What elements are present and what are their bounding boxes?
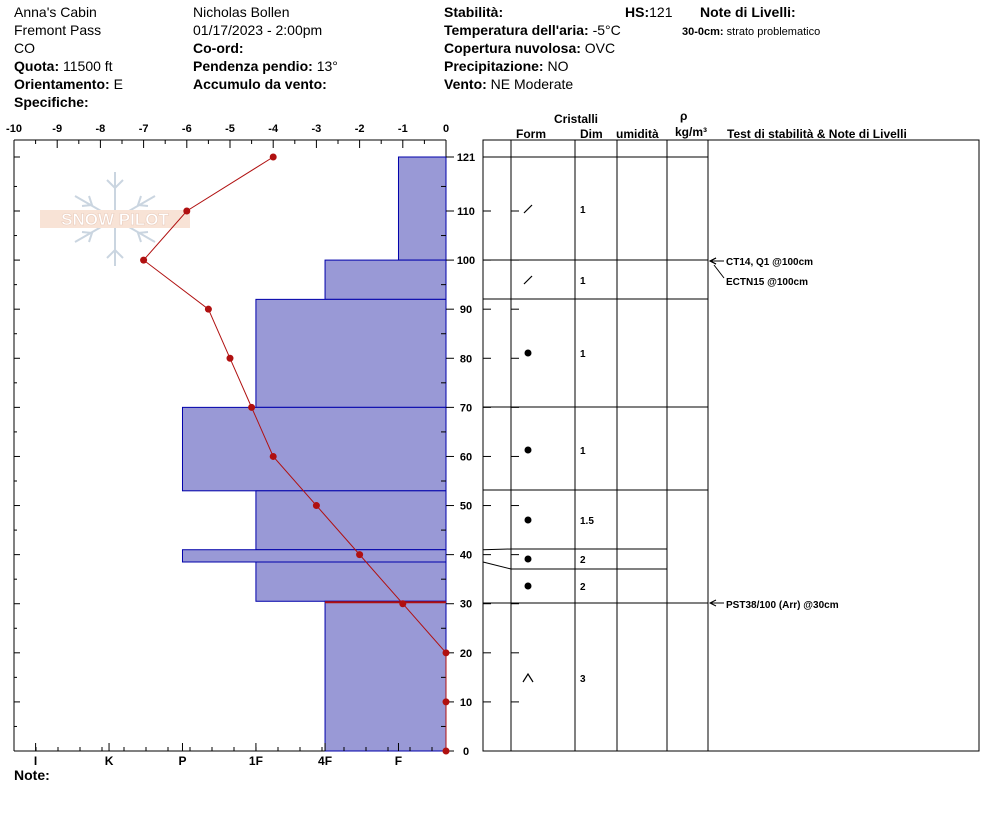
temperature-point (399, 600, 406, 607)
temperature-point (270, 154, 277, 161)
state: CO (14, 40, 35, 56)
hardness-tick-label: I (33, 754, 38, 768)
rounded-grain-icon (525, 350, 532, 357)
layer-connector (483, 549, 511, 550)
rounded-grain-icon (525, 447, 532, 454)
depth-tick-label: 0 (462, 746, 470, 758)
location: Anna's Cabin (14, 4, 97, 20)
hardness-bar (256, 491, 446, 550)
temperature-point (313, 502, 320, 509)
grain-size-label: 3 (580, 674, 586, 685)
snowpilot-watermark (40, 172, 190, 266)
stability-test-label: CT14, Q1 @100cm (726, 257, 814, 268)
temp-tick-label: -9 (52, 123, 63, 135)
hs-value: 121 (649, 4, 673, 20)
temperature-point (443, 649, 450, 656)
decomposed-fragment-icon (524, 205, 532, 213)
temperature-point (356, 551, 363, 558)
precip-value: NO (547, 58, 569, 74)
temp-value: -5°C (592, 22, 621, 38)
temp-tick-label: -5 (225, 123, 235, 135)
dim-header: Dim (580, 127, 603, 141)
hardness-bar (325, 601, 446, 751)
depth-tick-label: 80 (459, 353, 473, 366)
temperature-point (140, 257, 147, 264)
copertura-label: Copertura nuvolosa: (444, 40, 581, 56)
depth-tick-label: 90 (459, 304, 473, 317)
depth-tick-label: 70 (459, 402, 473, 415)
precip-label: Precipitazione: (444, 58, 544, 74)
cristalli-header: Cristalli (554, 112, 599, 126)
note-livelli-text: strato problematico (726, 26, 821, 38)
depth-tick-label: 40 (459, 549, 473, 562)
quota-value: 11500 ft (63, 58, 113, 74)
temp-tick-label: -8 (95, 123, 106, 135)
orientamento-value: E (113, 76, 123, 92)
temp-label: Temperatura dell'aria: (444, 22, 589, 38)
depth-tick-label: 110 (457, 206, 475, 218)
orientamento-label: Orientamento: (14, 76, 110, 92)
temp-tick-label: -3 (311, 123, 322, 135)
depth-tick-label: 121 (456, 152, 476, 164)
table-frame (483, 140, 979, 751)
datetime: 01/17/2023 - 2:00pm (193, 22, 323, 38)
temperature-point (205, 306, 212, 313)
pendenza-value: 13° (316, 58, 338, 74)
temperature-point (443, 698, 450, 705)
hardness-tick-label: K (104, 754, 114, 768)
hardness-tick-label: 4F (318, 754, 333, 768)
note-livelli-depth: 30-0cm: (682, 26, 724, 38)
temperature-point (443, 748, 450, 755)
vento-label: Vento: (444, 76, 487, 92)
hardness-bar (182, 550, 446, 562)
umidita-header: umidità (616, 127, 659, 141)
temperature-point (183, 208, 190, 215)
temp-tick-label: -1 (397, 123, 408, 135)
temperature-point (270, 453, 277, 460)
rounded-grain-icon (525, 517, 532, 524)
temp-tick-label: -4 (268, 123, 279, 135)
vento-value: NE Moderate (490, 76, 574, 92)
layer-table (483, 140, 979, 751)
depth-tick-label: 100 (456, 255, 476, 268)
grain-size-label: 1.5 (580, 516, 594, 527)
observer: Nicholas Bollen (193, 4, 290, 20)
grain-size-label: 1 (580, 276, 586, 287)
hardness-bar (256, 299, 446, 407)
stability-test-label: ECTN15 @100cm (726, 277, 809, 288)
accumulo-label: Accumulo da vento: (193, 76, 327, 92)
pendenza-label: Pendenza pendio: (193, 58, 313, 74)
hardness-tick-label: 1F (248, 754, 263, 768)
temp-tick-label: -10 (6, 123, 22, 135)
stability-test-label: PST38/100 (Arr) @30cm (726, 600, 839, 611)
depth-tick-label: 30 (459, 598, 473, 611)
decomposed-fragment-icon (524, 276, 532, 284)
temp-tick-label: -2 (354, 123, 365, 135)
grain-size-label: 1 (580, 349, 586, 360)
hardness-bar (256, 562, 446, 601)
area: Fremont Pass (14, 22, 102, 38)
depth-tick-label: 20 (459, 647, 473, 660)
hardness-bar (182, 407, 446, 490)
hs-label: HS: (625, 4, 650, 20)
layer-connector (483, 562, 511, 569)
grain-size-label: 2 (580, 582, 586, 593)
form-header: Form (516, 127, 546, 141)
hardness-tick-label: F (394, 754, 403, 768)
stabilita-label: Stabilità: (444, 4, 504, 20)
hardness-bar (398, 157, 446, 260)
temperature-point (227, 355, 234, 362)
depth-hoar-icon (523, 674, 533, 682)
hardness-tick-label: P (178, 754, 187, 768)
density-unit-header: kg/m³ (675, 125, 708, 139)
depth-tick-label: 10 (459, 696, 473, 709)
specifiche-label: Specifiche: (14, 94, 89, 110)
temp-tick-label: -6 (181, 123, 192, 135)
grain-size-label: 1 (580, 205, 586, 216)
tests-header: Test di stabilità & Note di Livelli (727, 127, 907, 141)
depth-tick-label: 60 (459, 451, 473, 464)
rounded-grain-icon (525, 556, 532, 563)
watermark-text: SNOW PILOT (61, 210, 169, 229)
temp-tick-label: -7 (138, 123, 149, 135)
note-label: Note: (14, 767, 50, 783)
rho-header: ρ (680, 109, 688, 123)
temp-tick-label: 0 (442, 123, 450, 135)
quota-label: Quota: (14, 58, 60, 74)
grain-size-label: 1 (580, 446, 586, 457)
coord-label: Co-ord: (193, 40, 244, 56)
depth-tick-label: 50 (459, 500, 473, 513)
test-leader-line (714, 265, 724, 278)
note-livelli-label: Note di Livelli: (700, 4, 796, 20)
hardness-bar (325, 260, 446, 299)
rounded-grain-icon (525, 583, 532, 590)
copertura-value: OVC (584, 40, 616, 56)
temperature-point (248, 404, 255, 411)
grain-size-label: 2 (580, 555, 586, 566)
